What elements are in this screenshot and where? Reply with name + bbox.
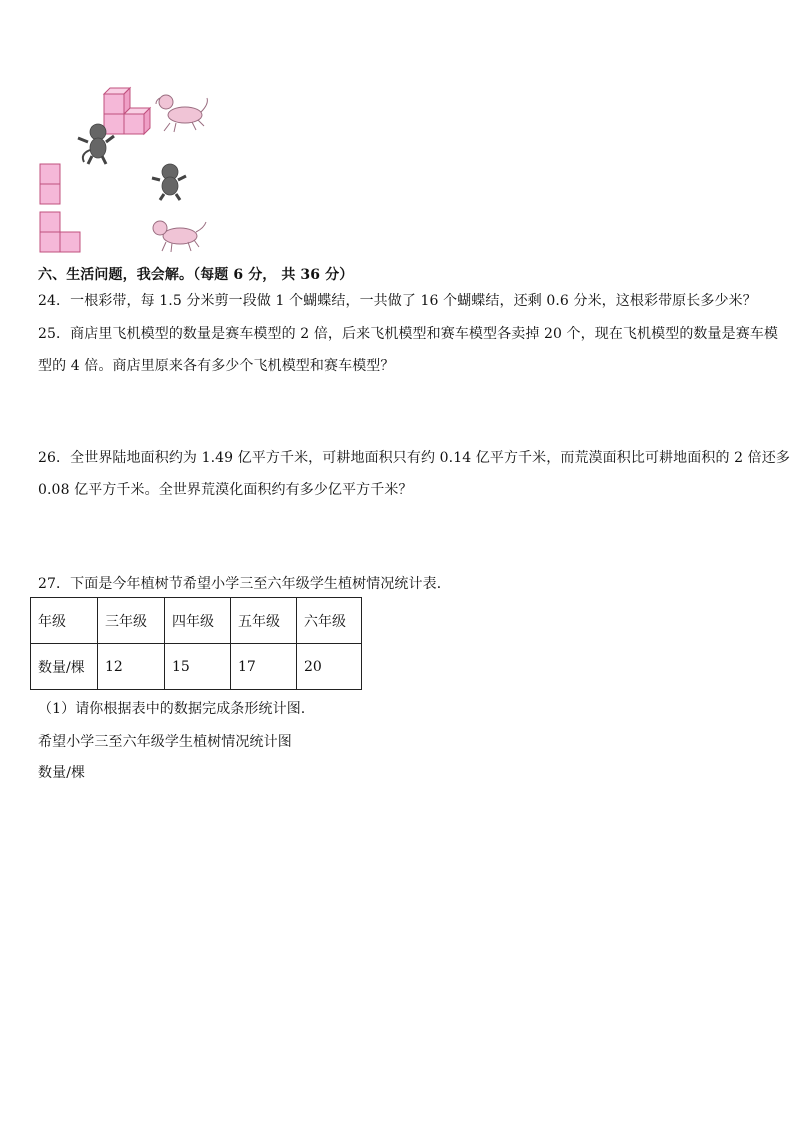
cube-stack-illustration [104, 88, 150, 134]
chart-caption-ylabel: 数量/棵 [38, 765, 86, 781]
question-25-line-2: 型的 4 倍。商店里原来各有多少个飞机模型和赛车模型？ [38, 358, 395, 374]
table-header-row [31, 598, 362, 644]
question-25-line-1: 25．商店里飞机模型的数量是赛车模型的 2 倍，后来飞机模型和赛车模型各卖掉 20 个，现在飞机模型的数量是赛车模 [38, 326, 779, 342]
table-cell: 17 [231, 644, 297, 690]
side-view-shape [40, 212, 80, 252]
tree-planting-table [30, 597, 362, 690]
section-six-heading: 六、生活问题，我会解。（每题 6 分， 共 36 分） [38, 267, 354, 283]
front-view-shape [40, 164, 60, 204]
table-header-cell: 三年级 [98, 598, 165, 644]
table-cell: 20 [297, 644, 362, 690]
monkey-illustration-middle [152, 164, 186, 200]
table-row [31, 644, 362, 690]
table-header-cell: 年级 [31, 598, 98, 644]
dog-illustration-top [156, 95, 207, 132]
chart-caption-title: 希望小学三至六年级学生植树情况统计图 [38, 734, 292, 750]
question-24: 24．一根彩带，每 1.5 分米剪一段做 1 个蝴蝶结，一共做了 16 个蝴蝶结，还剩 0.6 分米，这根彩带原长多少米？ [38, 293, 757, 309]
question-27: 27．下面是今年植树节希望小学三至六年级学生植树情况统计表． [38, 576, 451, 592]
table-cell: 12 [98, 644, 165, 690]
sub-question-1: （1）请你根据表中的数据完成条形统计图. [38, 701, 306, 717]
question-26-line-2: 0.08 亿平方千米。全世界荒漠化面积约有多少亿平方千米？ [38, 482, 413, 498]
table-header-cell: 六年级 [297, 598, 362, 644]
dog-illustration-bottom [153, 221, 206, 252]
question-26-line-1: 26．全世界陆地面积约为 1.49 亿平方千米，可耕地面积只有约 0.14 亿平方千米，而荒漠面积比可耕地面积的 2 倍还多 [38, 450, 790, 466]
view-puzzle-figure [30, 80, 230, 260]
table-header-cell: 五年级 [231, 598, 297, 644]
table-cell: 15 [165, 644, 231, 690]
table-header-cell: 四年级 [165, 598, 231, 644]
table-cell: 数量/棵 [31, 644, 98, 690]
